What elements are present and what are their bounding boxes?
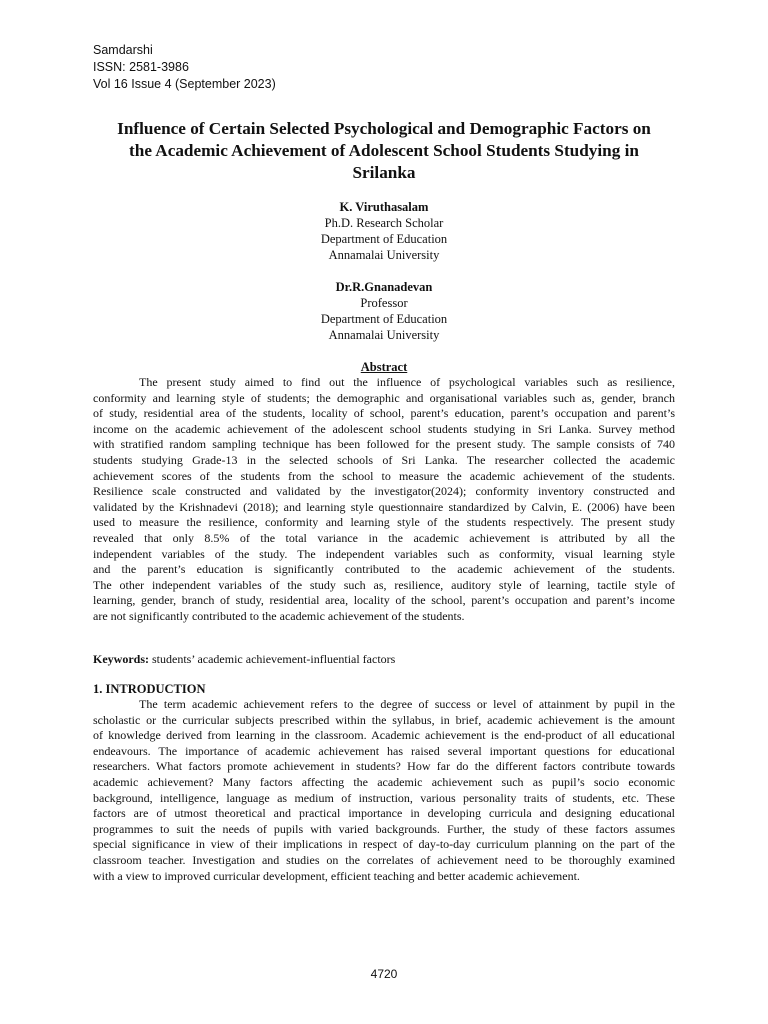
introduction-body <box>93 697 675 884</box>
journal-issn: ISSN: 2581-3986 <box>93 60 189 74</box>
author-university: Annamalai University <box>328 248 440 262</box>
abstract-line: students studying Grade-13 in the selected schools of Sri Lanka. The researcher collected the academic <box>93 452 675 467</box>
intro-line: of knowledge derived from learning in the classroom. Academic achievement is the end-product of all educational <box>93 728 675 743</box>
paper-title <box>80 118 688 184</box>
author-block-1 <box>230 199 538 263</box>
intro-line: endeavours. The importance of academic achievement has raised several important questions for educational <box>93 743 675 758</box>
page-number: 4720 <box>370 967 398 981</box>
author-name: Dr.R.Gnanadevan <box>335 280 433 294</box>
abstract-line: with stratified random sampling technique has been followed for the present study. The sample consists of 740 <box>93 437 675 452</box>
title-line: Influence of Certain Selected Psychological and Demographic Factors on <box>117 119 651 138</box>
intro-line: special significance in view of their implications in respect of day-to-day curriculum planning on the part of the <box>93 837 675 852</box>
author-role: Ph.D. Research Scholar <box>324 216 444 230</box>
abstract-heading: Abstract <box>360 360 408 374</box>
author-role: Professor <box>360 296 408 310</box>
journal-volume: Vol 16 Issue 4 (September 2023) <box>93 77 276 91</box>
intro-line: academic achievement? Many factors affecting the academic achievement such as pupil’s socio economic <box>93 774 675 789</box>
intro-line: The term academic achievement refers to the degree of success or level of attainment by pupil in the <box>139 697 675 711</box>
author-university: Annamalai University <box>328 328 440 342</box>
intro-line: researchers. What factors promote achievement in students? How far do the different factors contribute towards <box>93 759 675 774</box>
abstract-line: validated by the Krishnadevi (2018); and learning style questionnaire standardized by Calvin, E. (2006) have been <box>93 499 675 514</box>
abstract-line: revealed that only 8.5% of the total variance in the academic achievement is attributed by all the <box>93 530 675 545</box>
title-line: Srilanka <box>352 163 416 182</box>
author-department: Department of Education <box>320 232 448 246</box>
abstract-body <box>93 375 675 625</box>
abstract-line: independent variables of the study. The independent variables such as conformity, visual learning style <box>93 546 675 561</box>
intro-line: with a view to improved curricular development, efficient teaching and better academic achievement. <box>93 868 580 883</box>
abstract-line: Resilience scale constructed and validated by the investigator(2024); conformity inventory constructed and <box>93 484 675 499</box>
abstract-line: The present study aimed to find out the influence of psychological variables such as resilience, <box>139 375 675 389</box>
abstract-line: used to measure the resilience, conformity and learning style of the students respectively. The present study <box>93 515 675 530</box>
abstract-line: are not significantly contributed to the academic achievement of the students. <box>93 608 465 623</box>
journal-header <box>93 42 276 93</box>
intro-line: factors are of utmost theoretical and practical importance in developing curricula and designing educational <box>93 806 675 821</box>
abstract-line: income on the academic achievement of the adolescent school students studying in Sri Lanka. Survey method <box>93 421 675 436</box>
author-name: K. Viruthasalam <box>339 200 429 214</box>
abstract-line: and the parent’s education is significantly contributed to the academic achievement of the students. <box>93 562 675 577</box>
keywords-text: students’ academic achievement-influential factors <box>149 652 396 666</box>
abstract-line: of study, residential area of the students, locality of school, parent’s education, parent’s occupation and parent’s <box>93 406 675 421</box>
abstract-line: conformity and learning style of students; the demographic and organisational variables such as, gender, branch <box>93 390 675 405</box>
journal-name: Samdarshi <box>93 43 153 57</box>
author-department: Department of Education <box>320 312 448 326</box>
author-block-2 <box>230 279 538 343</box>
abstract-line: The other independent variables of the study such as, resilience, auditory style of learning, tactile style of <box>93 577 675 592</box>
intro-line: background, intelligence, language as medium of instruction, various personality traits of students, etc. These <box>93 790 675 805</box>
keywords-label: Keywords: <box>93 652 149 666</box>
intro-line: programmes to suit the needs of pupils with varied backgrounds. Further, the study of these factors assumes <box>93 821 675 836</box>
title-line: the Academic Achievement of Adolescent School Students Studying in <box>129 141 639 160</box>
intro-line: classroom teacher. Investigation and studies on the correlates of achievement need to be thoroughly examined <box>93 852 675 867</box>
abstract-line: learning, gender, branch of study, residential area, locality of the school, parent’s occupation and parent’s income <box>93 593 675 608</box>
intro-line: scholastic or the curricular subjects prescribed within the syllabus, in brief, academic achievement is the amount <box>93 712 675 727</box>
abstract-line: achievement scores of the students from the school to measure the academic achievement of the students. <box>93 468 675 483</box>
section-heading: 1. INTRODUCTION <box>93 682 206 696</box>
keywords-line <box>93 651 395 667</box>
